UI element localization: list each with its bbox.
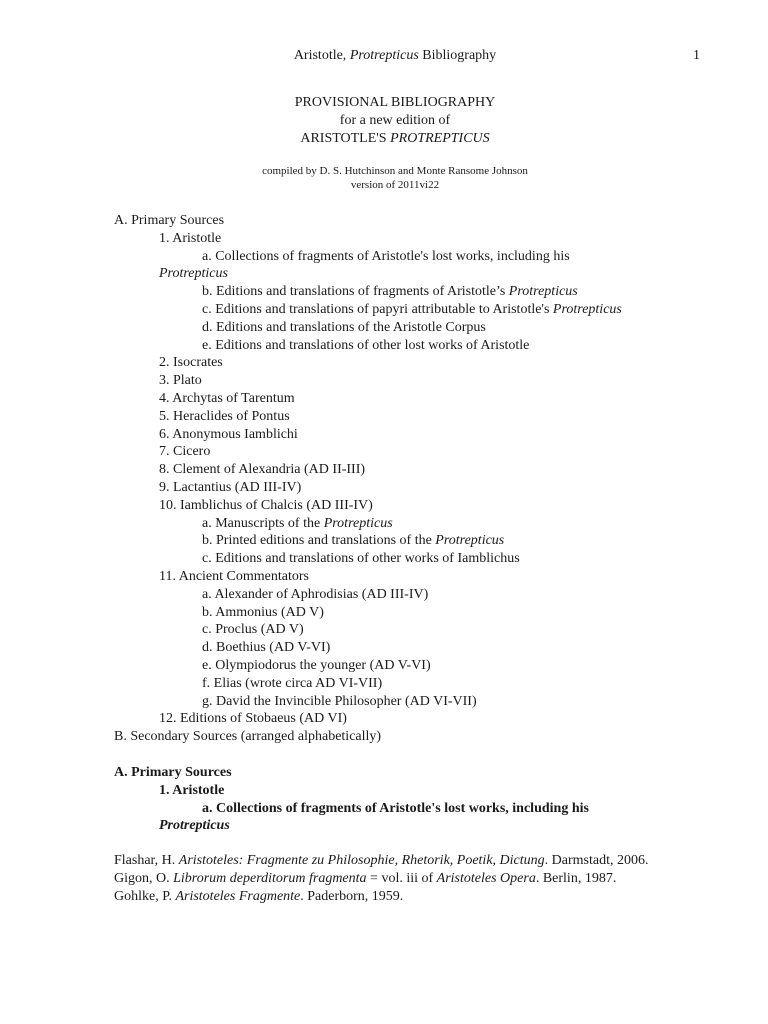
subsubsection-heading-continuation: Protrepticus — [159, 818, 230, 834]
toc-item: b. Editions and translations of fragments of Aristotle’s Protrepticus — [202, 284, 578, 300]
toc-item: 5. Heraclides of Pontus — [159, 408, 290, 424]
toc-item: 10. Iamblichus of Chalcis (AD III-IV) — [159, 497, 373, 513]
title-line-1: PROVISIONAL BIBLIOGRAPHY — [294, 95, 496, 110]
toc-item: 12. Editions of Stobaeus (AD VI) — [159, 711, 347, 727]
bibliography-entry: Gohlke, P. Aristoteles Fragmente. Paderborn, 1959. — [114, 889, 404, 904]
section-primary-sources — [114, 764, 734, 835]
toc-item: e. Olympiodorus the younger (AD V-VI) — [202, 657, 431, 673]
toc-item: 1. Aristotle — [159, 230, 222, 246]
toc-item: c. Proclus (AD V) — [202, 622, 304, 638]
section-heading: A. Primary Sources — [114, 765, 232, 780]
table-of-contents — [114, 212, 734, 746]
toc-item: b. Ammonius (AD V) — [202, 604, 324, 620]
compiled-authors: compiled by D. S. Hutchinson and Monte Ransome Johnson — [262, 165, 528, 177]
toc-item: d. Editions and translations of the Aristotle Corpus — [202, 319, 486, 335]
document-title — [0, 94, 768, 148]
version-line: version of 2011vi22 — [350, 179, 440, 191]
bibliography-entry: Flashar, H. Aristoteles: Fragmente zu Philosophie, Rhetorik, Poetik, Dictung. Darmstadt, 2006. — [114, 853, 649, 868]
title-line-3: ARISTOTLE'S PROTREPTICUS — [300, 131, 490, 146]
toc-item-continuation: Protrepticus — [159, 266, 228, 282]
toc-item: c. Editions and translations of other works of Iamblichus — [202, 551, 520, 567]
bibliography-entry: Gigon, O. Librorum deperditorum fragmenta = vol. iii of Aristoteles Opera. Berlin, 1987. — [114, 871, 617, 886]
toc-item: a. Manuscripts of the Protrepticus — [202, 515, 393, 531]
toc-item: 6. Anonymous Iamblichi — [159, 426, 298, 442]
compiled-by — [0, 164, 768, 192]
subsubsection-heading: a. Collections of fragments of Aristotle's lost works, including his — [202, 800, 589, 816]
toc-item: B. Secondary Sources (arranged alphabetically) — [114, 729, 382, 745]
toc-item: b. Printed editions and translations of the Protrepticus — [202, 533, 505, 549]
toc-item: d. Boethius (AD V-VI) — [202, 640, 331, 656]
toc-item: 11. Ancient Commentators — [159, 568, 309, 584]
toc-item: 7. Cicero — [159, 444, 211, 460]
bibliography-list — [114, 852, 674, 906]
toc-item: f. Elias (wrote circa AD VI-VII) — [202, 675, 383, 691]
toc-item: 3. Plato — [159, 373, 202, 389]
toc-item: 9. Lactantius (AD III-IV) — [159, 479, 302, 495]
toc-item: 8. Clement of Alexandria (AD II-III) — [159, 462, 366, 478]
page-number: 1 — [693, 48, 700, 63]
title-line-2: for a new edition of — [339, 113, 451, 128]
toc-item: a. Collections of fragments of Aristotle's lost works, including his — [202, 248, 570, 264]
toc-item: e. Editions and translations of other lost works of Aristotle — [202, 337, 530, 353]
toc-item: c. Editions and translations of papyri attributable to Aristotle's Protrepticus — [202, 301, 622, 317]
toc-item: 2. Isocrates — [159, 355, 223, 371]
toc-item: g. David the Invincible Philosopher (AD VI-VII) — [202, 693, 477, 709]
subsection-heading: 1. Aristotle — [159, 782, 225, 798]
toc-item: a. Alexander of Aphrodisias (AD III-IV) — [202, 586, 429, 602]
toc-item: 4. Archytas of Tarentum — [159, 390, 295, 406]
running-header-title: Aristotle, Protrepticus Bibliography — [293, 48, 497, 63]
toc-item: A. Primary Sources — [114, 213, 225, 228]
